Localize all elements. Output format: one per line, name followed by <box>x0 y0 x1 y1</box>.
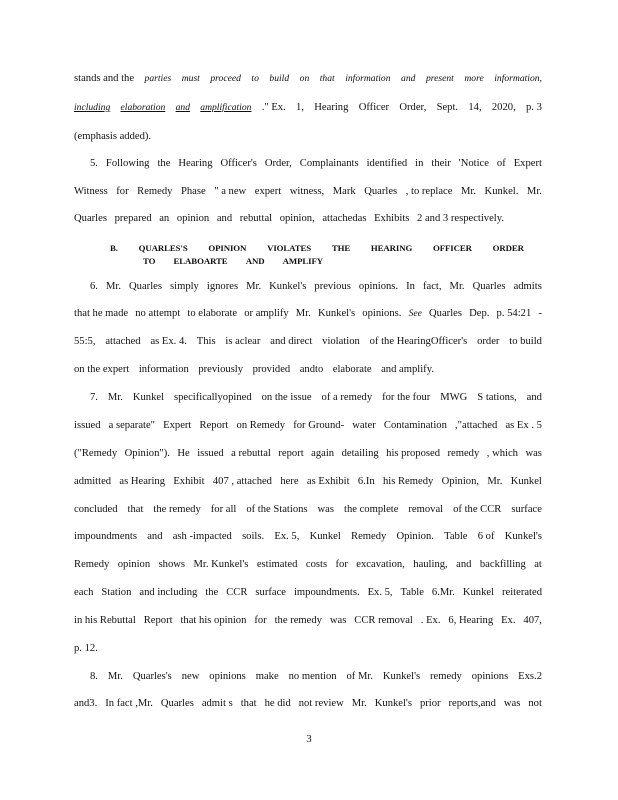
text-segment: the <box>157 158 171 169</box>
text-segment: he did <box>264 698 291 709</box>
text-segment: Contamination <box>383 420 447 431</box>
text-segment: the complete <box>344 504 399 515</box>
text-segment: that <box>240 698 257 709</box>
text-segment: that his opinion <box>180 615 247 626</box>
text-segment: opinions <box>471 671 509 682</box>
text-segment: opinion <box>176 213 210 224</box>
text-segment: 407 , attached <box>212 476 272 487</box>
text-segment: andto <box>299 364 324 375</box>
text-segment: not review <box>298 698 344 709</box>
text-segment: his proposed <box>386 448 441 459</box>
text-segment: Mr. <box>105 281 121 292</box>
text-segment: to <box>251 73 259 84</box>
text-segment: Mark <box>332 186 356 197</box>
text-segment: on the expert <box>74 364 130 375</box>
page-number: 3 <box>306 734 312 745</box>
text-segment: for <box>116 186 129 197</box>
text-segment: . Ex. <box>420 615 441 626</box>
text-segment: and <box>401 73 416 84</box>
text-segment: Mr. <box>107 671 123 682</box>
text-segment: " a new <box>214 186 247 197</box>
text-segment: impoundments <box>74 531 137 542</box>
text-segment: information <box>138 364 189 375</box>
text-segment: the <box>205 587 219 598</box>
text-segment: removal <box>408 504 444 515</box>
text-segment: Mr. <box>487 476 503 487</box>
text-segment: Sept. <box>436 102 459 113</box>
text-segment: Opinion. <box>396 531 434 542</box>
text-segment: 'Notice <box>458 158 489 169</box>
text-segment: for all <box>210 504 237 515</box>
text-segment: excavation, <box>356 559 405 570</box>
body-line <box>74 530 542 544</box>
heading-word: TO <box>143 256 156 266</box>
text-segment: violation <box>322 336 360 347</box>
text-segment: present <box>425 73 454 84</box>
text-segment: Mr. <box>351 698 367 709</box>
text-segment: Hearing <box>314 102 349 113</box>
text-segment: concluded <box>74 504 118 515</box>
text-segment: previous <box>314 281 351 292</box>
text-segment: Kunkel's <box>504 531 542 542</box>
text-segment: the remedy <box>153 504 201 515</box>
text-segment: Quarles's <box>132 671 172 682</box>
heading-word: AND <box>245 256 265 266</box>
text-segment: Expert <box>163 420 192 431</box>
text-segment: ignores <box>206 281 239 292</box>
text-segment: 14, <box>468 102 482 113</box>
text-segment: and including <box>139 587 198 598</box>
text-segment: opinion <box>117 559 151 570</box>
text-segment: Order, <box>399 102 427 113</box>
text-segment: Opinion"). <box>124 448 170 459</box>
text-segment: including <box>74 102 111 113</box>
text-segment: a separate" <box>108 420 155 431</box>
text-segment: and direct <box>270 336 313 347</box>
text-segment: hauling, <box>413 559 448 570</box>
text-segment: 6.Mr. <box>431 587 455 598</box>
text-segment: Kunkel <box>510 476 542 487</box>
text-segment: attachedas <box>322 213 367 224</box>
heading-word: OFFICER <box>433 243 472 253</box>
text-segment: Remedy <box>351 531 387 542</box>
text-segment: the remedy <box>274 615 322 626</box>
text-segment: backfilling <box>479 559 526 570</box>
text-segment: must <box>181 73 200 84</box>
text-segment: Kunkel. <box>484 186 519 197</box>
text-segment: p. 54:21 <box>496 308 532 319</box>
text-segment: make <box>255 671 279 682</box>
text-segment: Officer <box>358 102 390 113</box>
text-segment: simply <box>170 281 199 292</box>
text-segment: 2020, <box>491 102 516 113</box>
text-segment: of a remedy <box>321 392 373 403</box>
text-segment: p. 12. <box>74 643 98 654</box>
text-segment: Ex. 5, <box>367 587 393 598</box>
text-segment: their <box>431 158 451 169</box>
text-segment: of the CCR <box>453 504 502 515</box>
text-segment: information, <box>494 73 542 84</box>
text-segment: admit s <box>201 698 233 709</box>
text-segment: Dep. <box>469 308 490 319</box>
text-segment: order <box>477 336 500 347</box>
text-segment: and amplify. <box>381 364 434 375</box>
body-line <box>74 586 542 600</box>
text-segment: prior <box>419 698 441 709</box>
text-segment: fact, <box>422 281 442 292</box>
text-segment: 6 of <box>477 531 495 542</box>
text-segment: on Remedy <box>236 420 286 431</box>
text-segment: previously <box>198 364 244 375</box>
text-segment: again <box>311 448 335 459</box>
text-segment: stands and the <box>74 73 135 84</box>
body-line <box>74 72 542 86</box>
heading-word: VIOLATES <box>267 243 312 253</box>
text-segment: admitted <box>74 476 112 487</box>
heading-word: ORDER <box>492 243 524 253</box>
text-segment: elaboration <box>120 102 166 113</box>
body-line <box>74 335 542 349</box>
text-segment: , to replace <box>405 186 453 197</box>
text-segment: parties <box>144 73 172 84</box>
text-segment: opinions <box>209 671 246 682</box>
body-line <box>74 558 542 572</box>
text-segment: no attempt <box>135 308 181 319</box>
body-line <box>90 280 542 294</box>
text-segment: Ex. <box>501 615 516 626</box>
text-segment: on <box>299 73 310 84</box>
text-segment: build <box>269 73 290 84</box>
text-segment: In <box>406 281 415 292</box>
text-segment: Exs.2 <box>518 671 542 682</box>
text-segment: witness, <box>289 186 325 197</box>
text-segment: for the four <box>382 392 431 403</box>
heading-word: ELABOARTE <box>173 256 228 266</box>
section-heading-line-2 <box>143 255 323 267</box>
heading-word: OPINION <box>208 243 247 253</box>
text-segment: his Remedy <box>382 476 434 487</box>
text-segment: 5. <box>90 158 98 169</box>
body-line <box>74 185 542 199</box>
text-segment: reports,and <box>448 698 496 709</box>
body-line <box>90 391 542 405</box>
text-segment: was <box>525 448 542 459</box>
text-segment: in his Rebuttal <box>74 615 136 626</box>
text-segment: soils. <box>242 531 265 542</box>
text-segment: opinions. <box>362 308 402 319</box>
text-segment: Mr. <box>526 186 542 197</box>
text-segment: was <box>317 504 335 515</box>
text-segment: Exhibit <box>173 476 205 487</box>
text-segment: to build <box>509 336 542 347</box>
text-segment: Kunkel <box>132 392 165 403</box>
text-segment: was <box>329 615 347 626</box>
text-segment: 55:5, <box>74 336 96 347</box>
text-segment: 407, <box>523 615 542 626</box>
text-segment: as Hearing <box>119 476 165 487</box>
text-segment: no mention <box>288 671 337 682</box>
text-segment: opinion, <box>279 213 315 224</box>
text-segment: Mr. <box>246 281 262 292</box>
text-segment: CCR removal <box>354 615 413 626</box>
text-segment: issued <box>74 420 101 431</box>
text-segment: See <box>408 308 422 319</box>
text-segment: p. 3 <box>526 102 542 113</box>
body-line <box>74 697 542 711</box>
text-segment: admits <box>513 281 542 292</box>
text-segment: Kunkel <box>309 531 341 542</box>
text-segment: identified <box>366 158 408 169</box>
heading-word: AMPLIFY <box>282 256 323 266</box>
body-line <box>74 503 542 517</box>
text-segment: and <box>216 213 233 224</box>
text-segment: as Ex. 4. <box>150 336 187 347</box>
text-segment: ." Ex. <box>261 102 286 113</box>
text-segment: an <box>159 213 170 224</box>
text-segment: ("Remedy <box>74 448 118 459</box>
text-segment: - <box>538 308 542 319</box>
body-line <box>74 212 504 226</box>
text-segment: Report <box>199 420 229 431</box>
text-segment: of the Stations <box>246 504 308 515</box>
text-segment: Expert <box>513 158 542 169</box>
text-segment: Station <box>101 587 132 598</box>
text-segment: in <box>415 158 424 169</box>
text-segment: CCR <box>226 587 248 598</box>
text-segment: 8. <box>90 671 98 682</box>
text-segment: that <box>127 504 144 515</box>
text-segment: on the issue <box>261 392 312 403</box>
text-segment: of Mr. <box>346 671 373 682</box>
text-segment: amplification <box>200 102 252 113</box>
text-segment: S tations, <box>477 392 517 403</box>
body-line <box>74 307 542 321</box>
text-segment: , which <box>486 448 518 459</box>
text-segment: Report <box>143 615 173 626</box>
text-segment: Table <box>444 531 468 542</box>
text-segment: elaborate <box>332 364 372 375</box>
text-segment: Exhibits <box>374 213 410 224</box>
text-segment: as Ex . 5 <box>505 420 542 431</box>
text-segment: that <box>319 73 335 84</box>
text-segment: provided <box>252 364 291 375</box>
heading-word: HEARING <box>370 243 413 253</box>
text-segment: Phase <box>180 186 206 197</box>
text-segment: for <box>335 559 348 570</box>
text-segment: and <box>526 392 542 403</box>
text-segment: to elaborate <box>187 308 238 319</box>
text-segment: Remedy <box>137 186 173 197</box>
text-segment: Table <box>400 587 424 598</box>
section-heading <box>110 242 524 254</box>
text-segment: opinions. <box>358 281 399 292</box>
text-segment: as Exhibit <box>306 476 350 487</box>
text-segment: surface <box>255 587 286 598</box>
heading-word: QUARLES'S <box>138 243 188 253</box>
body-line <box>74 447 542 461</box>
text-segment: Quarles <box>429 308 462 319</box>
text-segment: Mr. Kunkel's <box>193 559 249 570</box>
text-segment: of <box>496 158 506 169</box>
text-segment: Kunkel's <box>374 698 412 709</box>
heading-word: B. <box>110 243 118 253</box>
text-segment: was <box>503 698 521 709</box>
text-segment: shows <box>158 559 186 570</box>
text-segment: remedy <box>447 448 480 459</box>
text-segment: Mr. <box>449 281 465 292</box>
text-segment: surface <box>511 504 542 515</box>
text-segment: Kunkel's <box>317 308 356 319</box>
text-segment: Witness <box>74 186 108 197</box>
text-segment: Quarles <box>129 281 162 292</box>
text-segment: that he made <box>74 308 129 319</box>
body-line <box>74 642 542 656</box>
text-segment: or amplify <box>244 308 289 319</box>
text-segment: Officer's <box>220 158 257 169</box>
body-line <box>74 130 542 144</box>
text-segment: Kunkel's <box>269 281 307 292</box>
text-segment: water <box>352 420 376 431</box>
body-line <box>74 363 434 377</box>
text-segment: ash -impacted <box>172 531 232 542</box>
text-segment: Quarles <box>160 698 194 709</box>
text-segment: 2 and 3 respectively. <box>417 213 504 224</box>
body-line <box>74 475 542 489</box>
text-segment: is aclear <box>225 336 261 347</box>
text-segment: reiterated <box>502 587 542 598</box>
text-segment: 7. <box>90 392 98 403</box>
text-segment: Hearing <box>178 158 213 169</box>
text-segment: issued <box>197 448 224 459</box>
text-segment: Complainants <box>299 158 359 169</box>
text-segment: 6. <box>90 281 98 292</box>
text-segment: new <box>181 671 200 682</box>
text-segment: Mr. <box>107 392 123 403</box>
text-segment: proceed <box>210 73 241 84</box>
text-segment: costs <box>305 559 328 570</box>
body-line <box>90 157 542 171</box>
body-line <box>74 614 542 628</box>
text-segment: for <box>254 615 267 626</box>
text-segment: This <box>196 336 216 347</box>
text-segment: estimated <box>256 559 298 570</box>
text-segment: detailing <box>341 448 379 459</box>
body-line <box>90 670 542 684</box>
text-segment: a rebuttal <box>231 448 271 459</box>
text-segment: not <box>528 698 542 709</box>
text-segment: expert <box>254 186 282 197</box>
text-segment: and <box>175 102 190 113</box>
text-segment: Kunkel <box>462 587 495 598</box>
text-segment: Kunkel's <box>382 671 421 682</box>
text-segment: He <box>177 448 190 459</box>
text-segment: for Ground- <box>293 420 345 431</box>
text-segment: at <box>534 559 542 570</box>
text-segment: of the HearingOfficer's <box>369 336 468 347</box>
text-segment: impoundments. <box>293 587 360 598</box>
text-segment: (emphasis added). <box>74 131 152 142</box>
text-segment: Quarles <box>364 186 398 197</box>
text-segment: MWG <box>440 392 468 403</box>
text-segment: prepared <box>114 213 152 224</box>
text-segment: 6, Hearing <box>448 615 494 626</box>
text-segment: Order, <box>264 158 292 169</box>
text-segment: specificallyopined <box>173 392 252 403</box>
text-segment: ,"attached <box>455 420 498 431</box>
text-segment: Opinion, <box>441 476 480 487</box>
text-segment: Remedy <box>74 559 110 570</box>
text-segment: and3. <box>74 698 98 709</box>
body-line <box>74 419 542 433</box>
text-segment: rebuttal <box>239 213 273 224</box>
text-segment: Quarles <box>472 281 506 292</box>
text-segment: each <box>74 587 94 598</box>
text-segment: report <box>278 448 304 459</box>
text-segment: here <box>280 476 299 487</box>
text-segment: information <box>345 73 391 84</box>
text-segment: attached <box>105 336 141 347</box>
text-segment: 1, <box>296 102 304 113</box>
text-segment: Ex. 5, <box>274 531 300 542</box>
body-line <box>74 101 542 115</box>
text-segment: 6.In <box>357 476 375 487</box>
text-segment: remedy <box>430 671 462 682</box>
text-segment: Mr. <box>461 186 477 197</box>
text-segment: more <box>464 73 484 84</box>
text-segment: Following <box>105 158 150 169</box>
heading-word: THE <box>331 243 351 253</box>
text-segment: and <box>456 559 472 570</box>
text-segment: Mr. <box>295 308 311 319</box>
text-segment: Quarles <box>74 213 107 224</box>
text-segment: and <box>147 531 163 542</box>
text-segment: In fact ,Mr. <box>105 698 153 709</box>
